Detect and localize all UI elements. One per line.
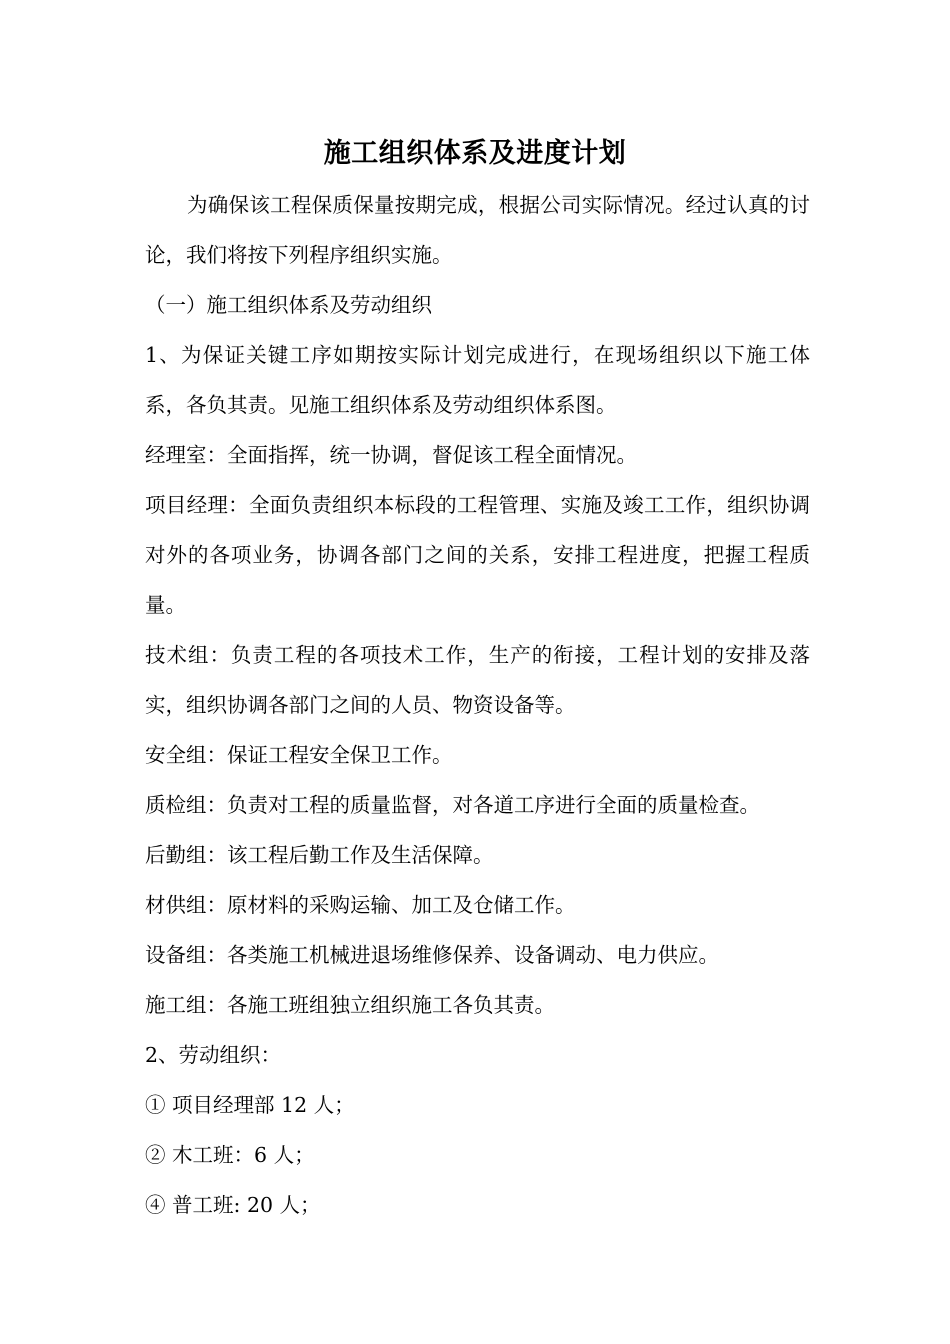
labor-list-item: ② 木工班：6 人； [145, 1143, 315, 1167]
document-title: 施工组织体系及进度计划 [323, 138, 627, 169]
intro-paragraph: 为确保该工程保质保量按期完成，根据公司实际情况。经过认真的讨论，我们将按下列程序组织实施。 [145, 193, 810, 267]
org-system-paragraph: 1、为保证关键工序如期按实际计划完成进行，在现场组织以下施工体系，各负其责。见施工组织体系及劳动组织体系图。 [145, 343, 810, 417]
equipment-group-paragraph: 设备组：各类施工机械进退场维修保养、设备调动、电力供应。 [145, 943, 719, 967]
labor-list-item: ① 项目经理部 12 人； [145, 1093, 355, 1117]
quality-group-paragraph: 质检组：负责对工程的质量监督，对各道工序进行全面的质量检查。 [145, 793, 760, 817]
safety-group-paragraph: 安全组：保证工程安全保卫工作。 [145, 743, 453, 767]
labor-organization-heading: 2、劳动组织： [145, 1043, 282, 1067]
technical-group-paragraph: 技术组：负责工程的各项技术工作，生产的衔接，工程计划的安排及落实，组织协调各部门之间的人员、物资设备等。 [145, 643, 810, 717]
section-heading: （一）施工组织体系及劳动组织 [145, 293, 432, 317]
materials-group-paragraph: 材供组：原材料的采购运输、加工及仓储工作。 [145, 893, 576, 917]
logistics-group-paragraph: 后勤组：该工程后勤工作及生活保障。 [145, 843, 494, 867]
document-body [145, 180, 810, 1230]
manager-office-paragraph: 经理室：全面指挥，统一协调，督促该工程全面情况。 [145, 443, 637, 467]
project-manager-paragraph: 项目经理：全面负责组织本标段的工程管理、实施及竣工工作，组织协调对外的各项业务，协调各部门之间的关系，安排工程进度，把握工程质量。 [145, 493, 810, 617]
labor-list-item: ④ 普工班: 20 人； [145, 1193, 321, 1217]
construction-group-paragraph: 施工组：各施工班组独立组织施工各负其责。 [145, 993, 555, 1017]
